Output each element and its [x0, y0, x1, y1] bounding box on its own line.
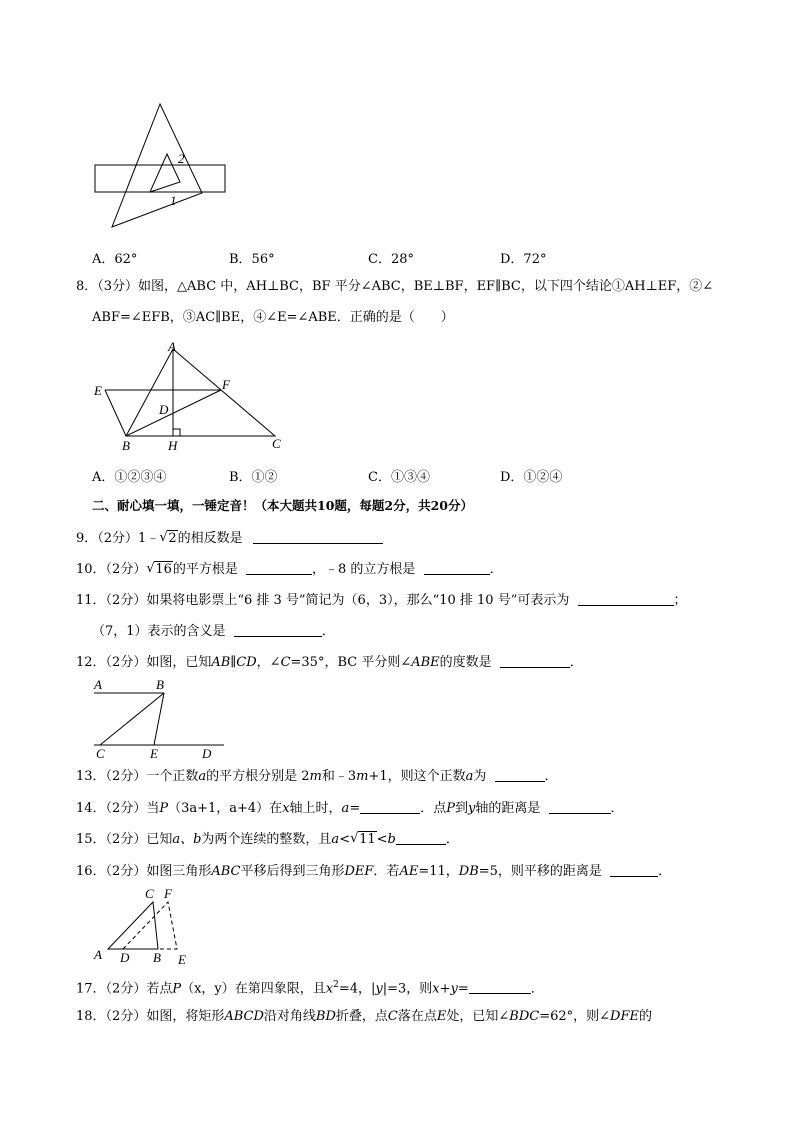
- q15-text: 15．（2分）已知: [76, 832, 173, 847]
- q8-question-line2: ABF=∠EFB，③AC∥BE，④∠E=∠ABE．正确的是（ ）: [92, 310, 454, 325]
- q12-text-deg: =35°，BC 平分则: [290, 655, 401, 670]
- q16-triangle-abc: [108, 902, 158, 949]
- q16-label-c: C: [145, 886, 154, 901]
- q8-eb: [105, 390, 126, 436]
- q13-var-a2: a: [465, 769, 474, 784]
- q15-question: [76, 830, 459, 849]
- q8-question-line1: 8．（3分）如图，△ABC 中，AH⊥BC，BF 平分∠ABC，BE⊥BF，EF∥BC，以下四个结论①AH⊥EF，②∠: [76, 279, 714, 294]
- q8-triangle: [126, 349, 275, 436]
- q16-label-a: A: [94, 947, 102, 962]
- q18-rect-abcd: ABCD: [224, 1009, 264, 1024]
- q18-text-mid: 沿对角线: [263, 1009, 316, 1024]
- q15-text-end: ．: [445, 832, 459, 847]
- q8-figure: [92, 340, 292, 455]
- q7-label-1: 1: [170, 193, 177, 208]
- q14-text-mid3: 到: [454, 801, 468, 816]
- q16-figure: [92, 886, 202, 966]
- q18-text-mid3: 落在点: [397, 1009, 437, 1024]
- q13-var-a: a: [198, 769, 207, 784]
- q8-right-angle-mark: [173, 429, 180, 436]
- q17-text-end: ．: [530, 981, 544, 997]
- q17-point-p: P: [172, 981, 182, 997]
- q17-answer-blank[interactable]: [469, 979, 531, 994]
- q14-eq: =: [349, 801, 361, 816]
- q12-line-bc: [100, 693, 164, 745]
- q16-question: [76, 862, 671, 881]
- q17-expr-xy: x+y: [432, 981, 458, 997]
- q18-text-mid4: 处，已知: [446, 1009, 499, 1024]
- q18-text-mid2: 折叠，点: [335, 1009, 388, 1024]
- q14-question: [76, 799, 624, 818]
- q16-label-f: F: [164, 886, 172, 901]
- q16-text: 16．（2分）如图三角形: [76, 864, 212, 879]
- q15-text-mid: 为两个连续的整数，且: [201, 832, 332, 847]
- q16-text-mid2: ．若: [373, 864, 400, 879]
- q18-angle-dfe: ∠DFE: [599, 1009, 639, 1024]
- q9-text: 9．（2分）1﹣: [76, 531, 160, 546]
- q9-sqrt: √ 2: [159, 530, 177, 546]
- q15-lt: <: [339, 832, 351, 847]
- q8-option-a[interactable]: A．①②③④: [92, 470, 167, 485]
- q18-point-c: C: [387, 1009, 398, 1024]
- q17-coord: （x，y）在第四象限，且: [181, 981, 326, 997]
- q8-label-f: F: [222, 377, 230, 392]
- q16-seg-ae: AE: [399, 864, 419, 879]
- q12-text: 12．（2分）如图，已知: [76, 655, 212, 670]
- q10-answer-blank-1[interactable]: [246, 560, 312, 575]
- q12-answer-blank[interactable]: [500, 653, 570, 668]
- q15-lt2: <: [376, 832, 388, 847]
- q13-text-end: ．: [544, 769, 558, 784]
- q8-option-d[interactable]: D．①②④: [500, 470, 563, 485]
- q18-point-e: E: [436, 1009, 447, 1024]
- q12-text-post: 的度数是: [439, 655, 492, 670]
- q10-sqrt: √ 16: [146, 561, 172, 577]
- q16-label-e: E: [178, 952, 186, 967]
- q7-option-c[interactable]: C．28°: [368, 252, 414, 267]
- q17-question: [76, 976, 544, 998]
- q18-diag-bd: BD: [315, 1009, 336, 1024]
- q18-angle-bdc: ∠BDC: [498, 1009, 540, 1024]
- q11-text-end1: ；: [673, 593, 687, 608]
- q14-text: 14．（2分）当: [76, 801, 160, 816]
- q12-label-d: D: [202, 746, 212, 761]
- q15-var-a: a: [331, 832, 340, 847]
- q7-option-a[interactable]: A．62°: [92, 252, 138, 267]
- q12-question: [76, 653, 583, 672]
- q10-text-end: ．: [489, 562, 503, 577]
- q7-small-triangle: [150, 154, 180, 192]
- q13-var-m2: m: [356, 769, 369, 784]
- q16-answer-blank[interactable]: [610, 862, 658, 877]
- q11-answer-blank-2[interactable]: [234, 622, 322, 637]
- q17-var-y: y: [375, 981, 383, 997]
- q10-text-mid: 的平方根是: [172, 562, 238, 577]
- q11-question-line2: [92, 622, 335, 641]
- q7-figure: [92, 102, 232, 212]
- q16-v2: =5，则平移的距离是: [478, 864, 602, 879]
- q14-answer-blank-2[interactable]: [549, 799, 611, 814]
- q8-label-a: A: [168, 339, 176, 354]
- q8-label-e: E: [94, 383, 102, 398]
- q15-var-b: b: [387, 832, 396, 847]
- q12-label-b: B: [156, 677, 164, 692]
- q14-text-mid2: ．点: [420, 801, 447, 816]
- q12-angle-c: ∠C: [269, 655, 291, 670]
- q8-option-c[interactable]: C．①③④: [368, 470, 430, 485]
- q16-tri-def: DEF: [344, 864, 374, 879]
- section-2-heading: 二、耐心填一填，一锤定音！（本大题共10题，每题2分，共20分）: [92, 498, 473, 513]
- q9-text-post: 的相反数是: [177, 531, 243, 546]
- q10-answer-blank-2[interactable]: [424, 560, 490, 575]
- q13-question: [76, 767, 558, 786]
- q12-angle-abe: ∠ABE: [400, 655, 440, 670]
- q17-v2: |=3，则: [382, 981, 433, 997]
- q10-text: 10．（2分）: [76, 562, 147, 577]
- q16-seg-db: DB: [458, 864, 479, 879]
- q9-question: [76, 529, 383, 548]
- q13-answer-blank[interactable]: [495, 767, 545, 782]
- q13-text-mid: 的平方根分别是 2: [206, 769, 310, 784]
- q8-label-d: D: [159, 402, 169, 417]
- q12-ab-cd: AB∥CD: [211, 655, 257, 670]
- q10-text-mid2: ，﹣8 的立方根是: [312, 562, 416, 577]
- q12-comma: ，: [256, 655, 270, 670]
- q11-text-line2: （7，1）表示的含义是: [92, 624, 226, 639]
- q9-answer-blank[interactable]: [253, 529, 383, 544]
- q7-label-2: 2: [178, 151, 185, 166]
- q11-question-line1: [76, 591, 687, 610]
- q11-text: 11．（2分）如果将电影票上“6 排 3 号”简记为（6，3），那么“10 排 10 号”可表示为: [76, 593, 570, 608]
- q12-label-e: E: [150, 746, 158, 761]
- q15-answer-blank[interactable]: [396, 830, 446, 845]
- q10-question: [76, 560, 503, 579]
- q11-text-end2: ．: [321, 624, 335, 639]
- q7-option-d[interactable]: D．72°: [500, 252, 547, 267]
- q16-tri-abc: ABC: [211, 864, 241, 879]
- q18-text: 18．（2分）如图，将矩形: [76, 1009, 225, 1024]
- q14-coord: （3a+1，a+4）在: [168, 801, 283, 816]
- q16-label-b: B: [153, 950, 161, 965]
- q13-text-mid2: 和﹣3: [321, 769, 357, 784]
- q14-text-mid: 轴上时，: [289, 801, 342, 816]
- q18-question: [76, 1008, 652, 1026]
- q15-vars-ab: a、b: [172, 832, 202, 847]
- q14-var-y: y: [468, 801, 476, 816]
- q13-text-post: 为: [473, 769, 487, 784]
- q12-label-c: C: [96, 746, 105, 761]
- q8-label-b: B: [122, 438, 130, 453]
- q11-answer-blank-1[interactable]: [578, 591, 674, 606]
- q12-label-a: A: [94, 677, 102, 692]
- q17-exp: 2: [333, 980, 339, 990]
- q16-v1: =11，: [418, 864, 459, 879]
- q14-text-post: 轴的距离是: [475, 801, 541, 816]
- q17-eq: =: [457, 981, 469, 997]
- q14-var-x: x: [282, 801, 290, 816]
- q7-option-b[interactable]: B．56°: [229, 252, 275, 267]
- q8-label-h: H: [168, 438, 178, 453]
- q12-line-be: [154, 693, 164, 745]
- q17-var-x: x: [325, 981, 334, 997]
- q16-text-mid: 平移后得到三角形: [240, 864, 345, 879]
- q12-figure: [92, 676, 232, 761]
- q16-label-d: D: [120, 950, 130, 965]
- q14-point-p2: P: [446, 801, 455, 816]
- q12-text-end: ．: [569, 655, 583, 670]
- q13-var-m1: m: [309, 769, 322, 784]
- q13-text: 13．（2分）一个正数: [76, 769, 199, 784]
- q18-v: =62°，则: [539, 1009, 600, 1024]
- q14-text-end: ．: [610, 801, 624, 816]
- q8-option-b[interactable]: B．①②: [229, 470, 278, 485]
- q15-sqrt: √ 11: [350, 831, 376, 847]
- q14-answer-blank-1[interactable]: [360, 799, 420, 814]
- q14-var-a: a: [341, 801, 350, 816]
- q17-v1: =4，|: [338, 981, 376, 997]
- q8-label-c: C: [272, 436, 281, 451]
- q14-point-p: P: [159, 801, 169, 816]
- q16-text-end: ．: [658, 864, 672, 879]
- q18-text-post: 的: [638, 1009, 652, 1024]
- q17-text: 17．（2分）若点: [76, 981, 173, 997]
- q13-text-mid3: +1，则这个正数: [368, 769, 466, 784]
